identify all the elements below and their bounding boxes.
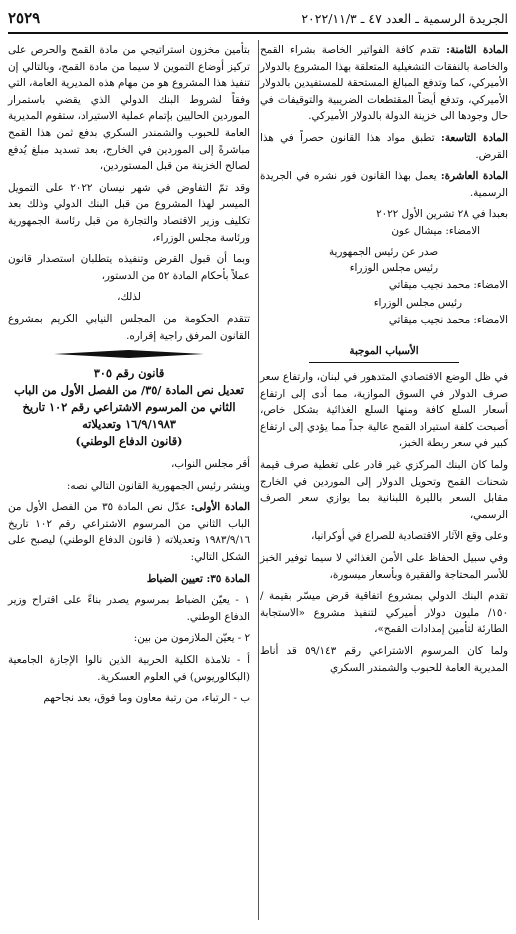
promulgates-line: وينشر رئيس الجمهورية القانون التالي نصه: xyxy=(66,479,250,492)
running-title: الجريدة الرسمية ـ العدد ٤٧ ـ ٢٠٢٢/١١/٣ xyxy=(301,10,508,26)
pm-title-1: رئيس مجلس الوزراء xyxy=(349,262,438,275)
article-35-heading: المادة ٣٥: تعيين الضباط xyxy=(146,572,250,585)
right-column xyxy=(260,42,508,681)
issued-by: صدر عن رئيس الجمهورية xyxy=(328,245,438,258)
pm-signature-1: الامضاء: محمد نجيب ميقاتي xyxy=(388,278,508,291)
article-8-text: تقدم كافة الفواتير الخاصة بشراء القمح والخاصة بالنفقات التشغيلية المتعلقة بهذا المشروع بالدولار الأميركي، كما وتدفع المبالغ المستحقة للمستفيدين بالدولار الأميركي، وتدفع أيضاً المقتطعات الضريبية والتوقيفات في حال وجودها الى خزينة الدولة بالدولار الأميركي. xyxy=(260,44,508,123)
article-8-label: المادة الثامنة: xyxy=(446,44,508,56)
law-number: قانون رقم ٣٠٥ xyxy=(93,366,165,381)
reasons-paragraph-6: ولما كان المرسوم الاشتراعي رقم ٥٩/١٤٣ قد أناط المديرية العامة للحبوب والشمندر السكري xyxy=(260,645,509,674)
article-9-text: تطبق مواد هذا القانون حصراً في هذا القرض. xyxy=(260,131,508,161)
item-b: ب - الرتباء، من رتبة معاون وما فوق، بعد نجاحهم xyxy=(43,692,250,705)
page-number: ٢٥٢٩ xyxy=(8,9,41,27)
header-rule xyxy=(8,32,508,34)
diamond-rule-icon xyxy=(54,349,204,359)
reasons-paragraph-3: وعلى وقع الآثار الاقتصادية للصراع في أوكرانيا، xyxy=(310,530,508,543)
therefore-line: لذلك، xyxy=(117,291,141,304)
continuation-paragraph-1: بتأمين مخزون استراتيجي من مادة القمح والحرص على تركيز أوضاع التموين لا سيما من مادة القمح، وبالتالي إن تنفيذ هذا المشروع هو من مهام هذه المديرية العامة، التي وفقاً لشروط البنك الدولي الذي يقضي باستمرار الموردين الحاليين بإتمام عملية الاستيراد، ستقوم المديرية العامة للحبوب والشمندر السكري بدفع ثمن هذا القمح مباشرةً إلى الموردين في الخارج، بعد تسديد مبلغ يُدفع لصالح الخزينة من قبل المستوردين، xyxy=(8,44,250,173)
continuation-paragraph-3: وبما أن قبول القرض وتنفيذه يتطلبان استصدار قانون عملاً بأحكام المادة ٥٢ من الدستور، xyxy=(8,253,250,282)
article-9-label: المادة التاسعة: xyxy=(441,131,508,144)
president-signature: الامضاء: ميشال عون xyxy=(391,224,480,237)
item-a: أ - تلامذة الكلية الحربية الذين نالوا الإجازة الجامعية (البكالوريوس) في العلوم العسكرية. xyxy=(8,654,250,683)
separator-ornament xyxy=(8,349,250,359)
law-heading: تعديل نص المادة /٣٥/ من الفصل الأول من الباب الثاني من المرسوم الاشتراعي رقم ١٠٢ تاريخ ١٦/٩/١٩٨٣ وتعديلاته xyxy=(14,383,244,432)
reasons-paragraph-4: وفي سبيل الحفاظ على الأمن الغذائي لا سيما توفير الخبز للأسر المحتاجة والفقيرة وبأسعار ميسورة، xyxy=(260,552,508,581)
left-column xyxy=(8,42,250,712)
continuation-paragraph-5: تتقدم الحكومة من المجلس النيابي الكريم بمشروع القانون المرفق راجية إقراره. xyxy=(8,312,250,342)
reasons-paragraph-5: تقدم البنك الدولي بمشروع اتفاقية قرض ميسّر بقيمة /١٥٠/ مليون دولار أميركي لتنفيذ مشروع «الاستجابة الطارئة لتأمين إمدادات القمح»، xyxy=(260,590,508,636)
item-2: ٢ - يعيّن الملازمون من بين: xyxy=(133,632,250,645)
article-10 xyxy=(260,168,508,201)
article-9 xyxy=(260,130,508,163)
article-1-text: عدّل نص المادة ٣٥ من الفصل الأول من الباب الثاني من المرسوم الاشتراعي رقم ١٠٢ تاريخ ١٩٨٣/٩/١٦ وتعديلاته ( قانون الدفاع الوطني) ليصبح على الشكل التالي: xyxy=(8,501,251,564)
article-1 xyxy=(8,499,250,565)
page-header xyxy=(8,6,508,30)
adopted-line: أقر مجلس النواب، xyxy=(170,458,250,471)
item-1: ١ - يعيّن الضباط بمرسوم يصدر بناءً على اقتراح وزير الدفاع الوطني. xyxy=(8,594,250,623)
article-8 xyxy=(260,42,508,125)
pm-title-2: رئيس مجلس الوزراء xyxy=(373,297,462,310)
reasons-paragraph-1: في ظل الوضع الاقتصادي المتدهور في لبنان، وارتفاع سعر صرف الدولار في السوق الموازية، مما أدى إلى ارتفاع أسعار السلع كافة ومنها السلع الغذائية بشكل خاص، أصبحت كلفة استيراد القمح عالية جداً مما يؤدي إلى ارتفاع كبير في سعر ربطة الخبز، xyxy=(260,371,508,450)
date-line: بعبدا في ٢٨ تشرين الأول ٢٠٢٢ xyxy=(376,208,508,221)
reasons-paragraph-2: ولما كان البنك المركزي غير قادر على تغطية صرف قيمة شحنات القمح وتحويل الدولار إلى الموردين في الخارج مقابل السعر بالليرة اللبنانية بما يوازي سعر الصرف الرسمي، xyxy=(260,459,508,521)
article-10-text: يعمل بهذا القانون فور نشره في الجريدة الرسمية. xyxy=(260,170,508,199)
pm-signature-2: الامضاء: محمد نجيب ميقاتي xyxy=(388,313,508,326)
law-subheading: (قانون الدفاع الوطني) xyxy=(75,434,183,449)
continuation-paragraph-2: وقد تمّ التفاوض في شهر نيسان ٢٠٢٢ على التمويل الميسر لهذا المشروع من قبل البنك الدولي وذلك بعد تكليف وزير الاقتصاد والتجارة من قبل رئاسة الجمهورية ورئاسة مجلس الوزراء، xyxy=(8,181,250,244)
column-divider xyxy=(258,40,259,920)
article-1-label: المادة الأولى: xyxy=(190,501,250,514)
article-10-label: المادة العاشرة: xyxy=(440,170,509,183)
reasons-title: الأسباب الموجبة xyxy=(260,343,508,364)
